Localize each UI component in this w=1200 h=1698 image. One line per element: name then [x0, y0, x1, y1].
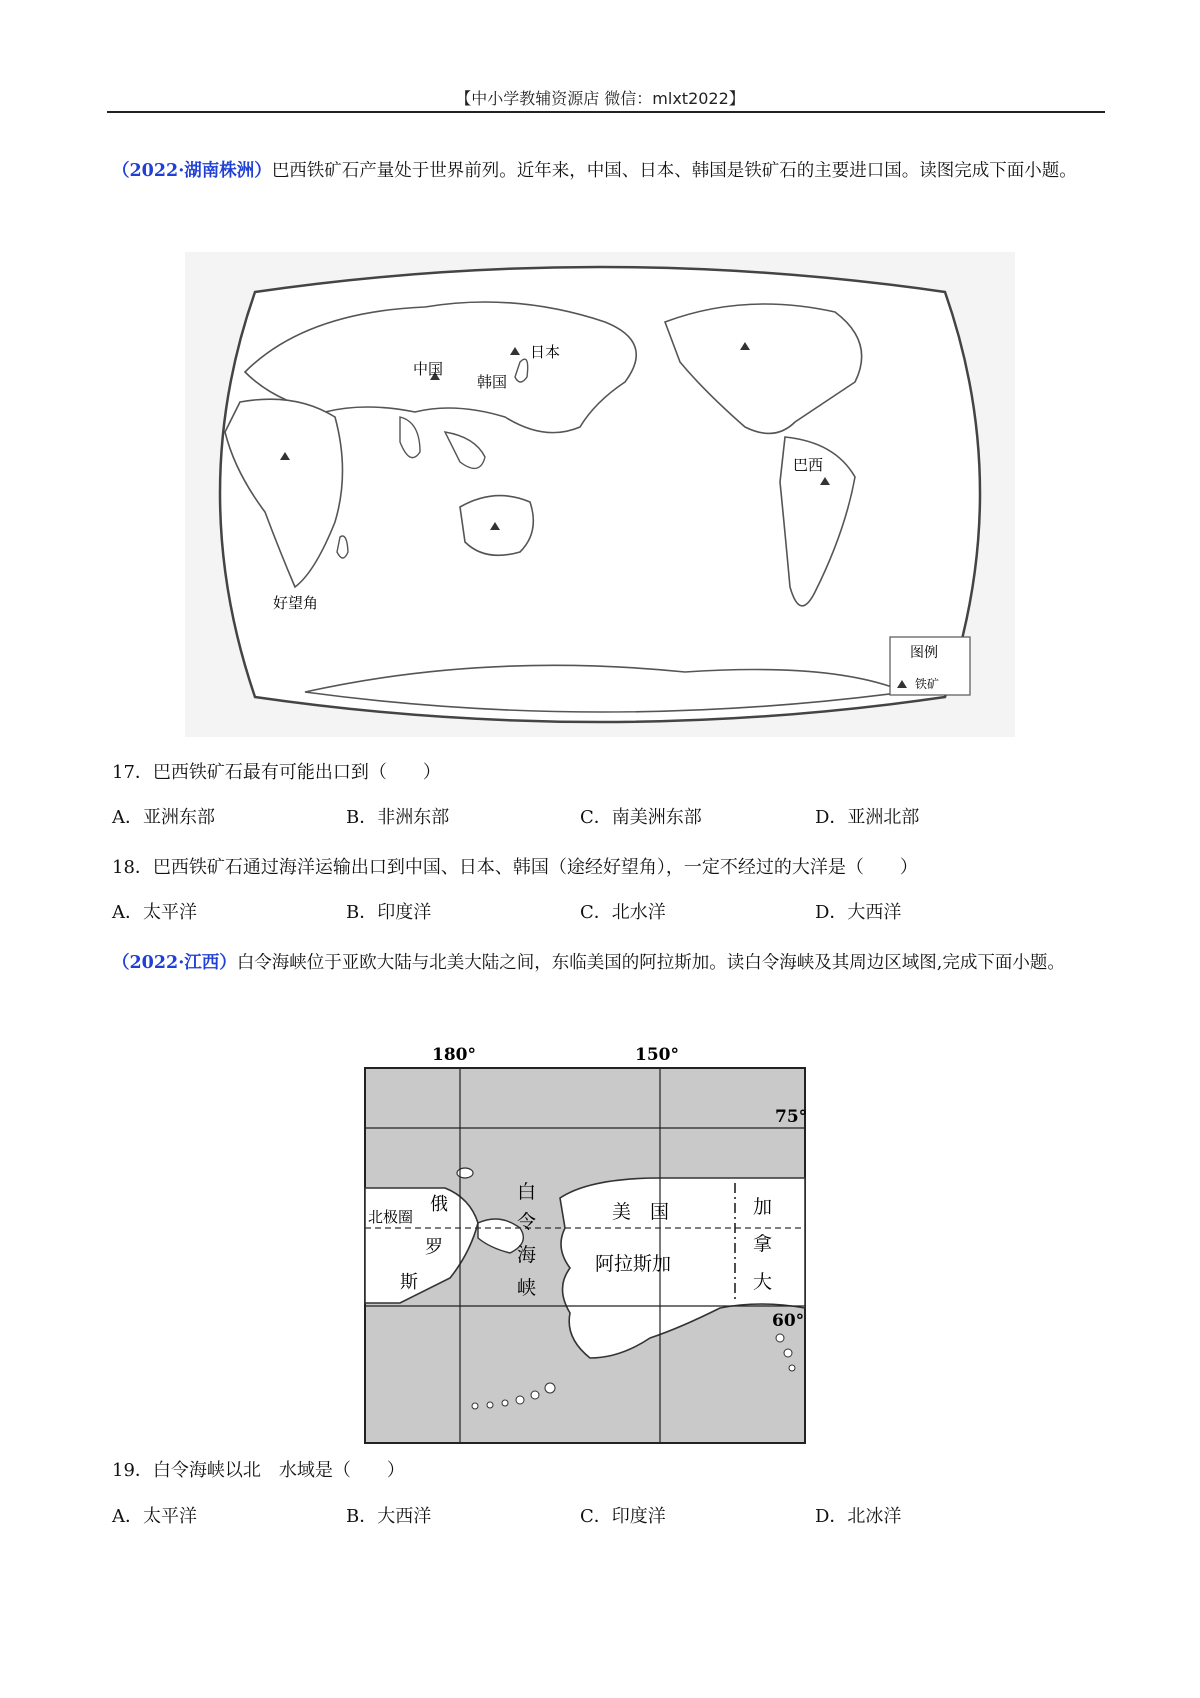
- bering-strait-map: [360, 1038, 810, 1448]
- q19-option-d: D．北冰洋: [815, 1506, 902, 1527]
- strait-char-2: 令: [517, 1211, 537, 1233]
- intro-text-1: 巴西铁矿石产量处于世界前列。近年来，中国、日本、韩国是铁矿石的主要进口国。读图完成下面小题。: [271, 161, 1077, 181]
- lat-75-label: 75°: [775, 1107, 808, 1127]
- q18-option-c: C．北水洋: [580, 902, 666, 923]
- header-rule: [107, 111, 1105, 113]
- intro-text-2: 白令海峡位于亚欧大陆与北美大陆之间，东临美国的阿拉斯加。读白令海峡及其周边区域图,完成下面小题。: [236, 953, 1065, 973]
- alaska-label: 阿拉斯加: [595, 1253, 672, 1275]
- legend-title: 图例: [910, 645, 938, 661]
- russia-char-1: 俄: [430, 1194, 448, 1215]
- arctic-circle-label: 北极圈: [368, 1208, 414, 1226]
- q18-option-b: B．印度洋: [346, 902, 432, 923]
- canada-char-3: 大: [753, 1271, 773, 1293]
- q17-option-d: D．亚洲北部: [815, 807, 920, 828]
- label-cape-of-good-hope: 好望角: [273, 594, 319, 612]
- question-18-stem: 18．巴西铁矿石通过海洋运输出口到中国、日本、韩国（途经好望角），一定不经过的大洋是（ ）: [112, 857, 918, 878]
- label-brazil: 巴西: [793, 456, 824, 474]
- page-header: 【中小学教辅资源店 微信：mlxt2022】: [455, 89, 745, 108]
- q17-option-c: C．南美洲东部: [580, 807, 702, 828]
- q17-option-a: A．亚洲东部: [112, 807, 215, 828]
- russia-char-3: 斯: [400, 1272, 418, 1293]
- canada-char-1: 加: [753, 1196, 773, 1218]
- question-19-stem: 19．白令海峡以北 水域是（ ）: [112, 1460, 405, 1481]
- strait-char-3: 海: [517, 1244, 537, 1266]
- question-17-stem: 17．巴西铁矿石最有可能出口到（ ）: [112, 762, 441, 783]
- lat-60-label: 60°: [772, 1311, 805, 1331]
- russia-char-2: 罗: [425, 1237, 443, 1258]
- intro-paragraph-1: [112, 148, 1102, 195]
- q19-option-b: B．大西洋: [346, 1506, 432, 1527]
- q19-option-c: C．印度洋: [580, 1506, 666, 1527]
- lon-150-label: 150°: [635, 1045, 679, 1065]
- q18-option-a: A．太平洋: [112, 902, 197, 923]
- label-korea: 韩国: [477, 373, 508, 391]
- label-japan: 日本: [530, 343, 561, 361]
- q19-option-a: A．太平洋: [112, 1506, 197, 1527]
- source-tag-2: （2022·江西）: [112, 953, 237, 973]
- lon-180-label: 180°: [432, 1045, 476, 1065]
- label-china: 中国: [413, 360, 444, 378]
- strait-char-1: 白: [517, 1181, 537, 1203]
- intro-paragraph-2: [112, 940, 1102, 987]
- world-iron-ore-map: [185, 252, 1015, 737]
- legend-item: 铁矿: [915, 677, 940, 691]
- q18-option-d: D．大西洋: [815, 902, 902, 923]
- usa-label: 美 国: [612, 1201, 670, 1223]
- canada-char-2: 拿: [753, 1233, 773, 1255]
- q17-option-b: B．非洲东部: [346, 807, 450, 828]
- source-tag-1: （2022·湖南株洲）: [112, 161, 272, 181]
- strait-char-4: 峡: [517, 1277, 537, 1299]
